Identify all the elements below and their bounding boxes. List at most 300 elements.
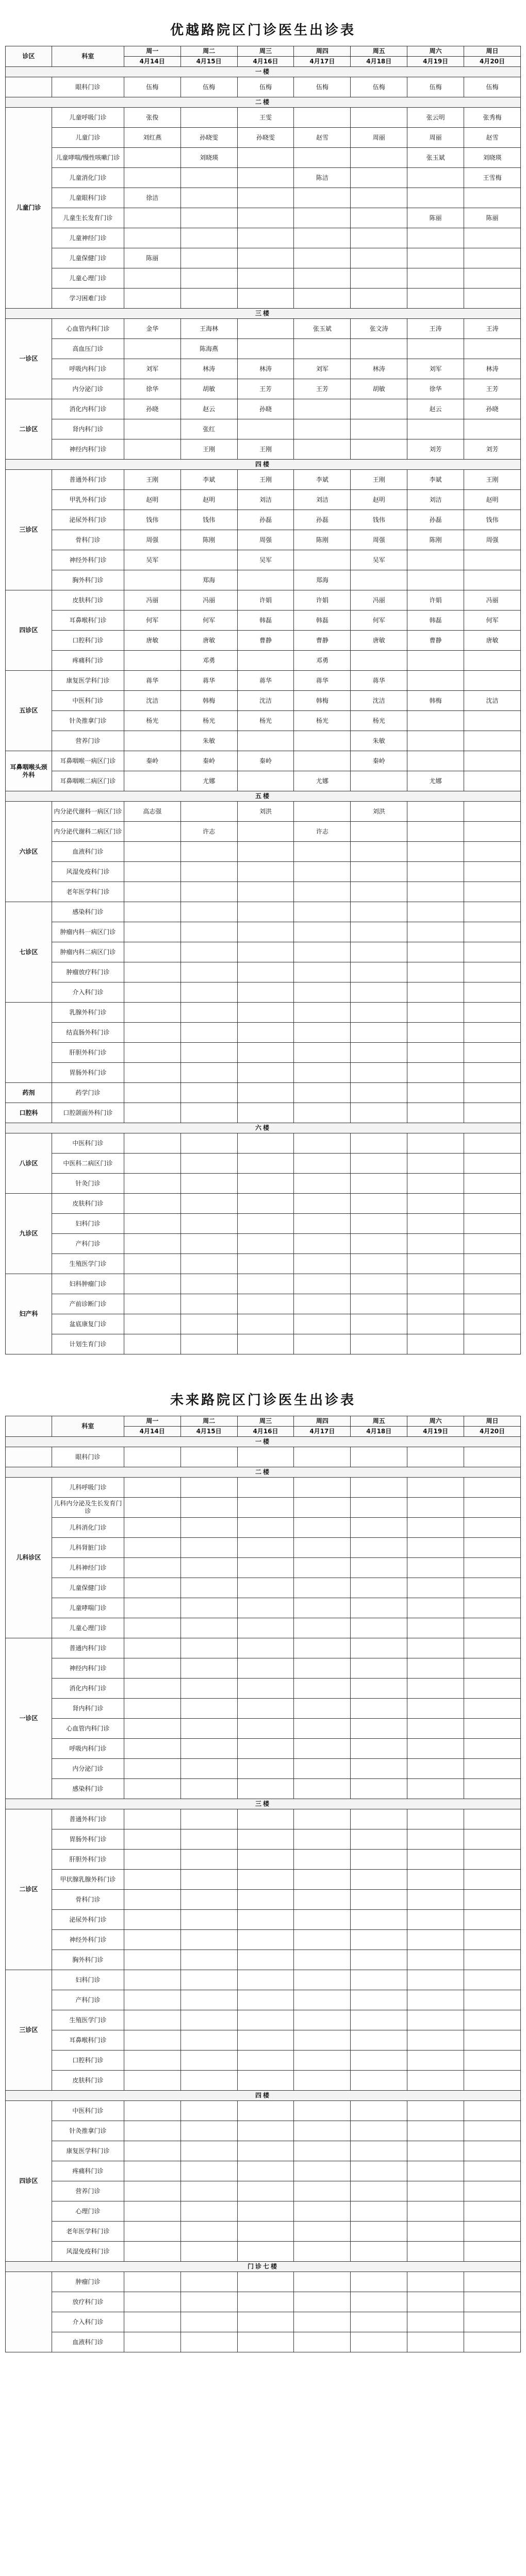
doctor-cell — [237, 1990, 294, 2010]
doctor-cell: 蒋华 — [351, 671, 407, 691]
doctor-cell — [180, 1254, 237, 1274]
doctor-cell — [351, 1498, 407, 1518]
doctor-cell — [407, 2292, 464, 2312]
doctor-cell — [464, 1214, 521, 1234]
doctor-cell — [237, 1598, 294, 1618]
schedule-row — [6, 1638, 521, 1658]
dept-cell: 普通外科门诊 — [52, 1809, 124, 1829]
dept-cell: 胸外科门诊 — [52, 570, 124, 590]
doctor-cell — [351, 1214, 407, 1234]
day-header-row — [6, 46, 521, 57]
doctor-cell: 何军 — [464, 611, 521, 631]
doctor-cell — [351, 339, 407, 359]
doctor-cell — [407, 2101, 464, 2121]
campus1-title: 优越路院区门诊医生出诊表 — [170, 23, 356, 38]
doctor-cell — [237, 1043, 294, 1063]
doctor-cell: 杨光 — [180, 711, 237, 731]
doctor-cell — [124, 2272, 180, 2292]
doctor-cell — [180, 208, 237, 228]
doctor-cell — [124, 148, 180, 168]
doctor-cell — [237, 208, 294, 228]
doctor-cell: 周丽 — [351, 128, 407, 148]
doctor-cell — [294, 1194, 351, 1214]
doctor-cell — [407, 1930, 464, 1950]
doctor-cell — [124, 942, 180, 962]
schedule-row — [6, 1447, 521, 1467]
doctor-cell — [237, 2332, 294, 2352]
doctor-cell — [294, 1274, 351, 1294]
doctor-cell — [180, 1829, 237, 1850]
doctor-cell — [294, 1829, 351, 1850]
dept-cell: 儿童哮喘门诊 — [52, 1598, 124, 1618]
doctor-cell — [124, 2332, 180, 2352]
doctor-cell: 刘洁 — [407, 490, 464, 510]
doctor-cell — [351, 1618, 407, 1638]
doctor-cell — [124, 1103, 180, 1123]
doctor-cell — [407, 2050, 464, 2071]
schedule-row — [6, 339, 521, 359]
doctor-cell — [294, 439, 351, 460]
dept-cell: 口腔科门诊 — [52, 2050, 124, 2071]
date-header: 4月20日 — [464, 57, 521, 67]
doctor-cell — [407, 1294, 464, 1314]
doctor-cell — [180, 2222, 237, 2242]
doctor-cell — [407, 1214, 464, 1234]
doctor-cell — [180, 1154, 237, 1174]
doctor-cell — [237, 1759, 294, 1779]
doctor-cell: 蒋华 — [124, 671, 180, 691]
doctor-cell — [407, 1083, 464, 1103]
schedule-row — [6, 731, 521, 751]
doctor-cell: 李斌 — [407, 470, 464, 490]
doctor-cell — [124, 570, 180, 590]
doctor-cell — [180, 1538, 237, 1558]
doctor-cell — [351, 2201, 407, 2222]
doctor-cell — [464, 1779, 521, 1799]
doctor-cell — [464, 1518, 521, 1538]
doctor-cell — [180, 168, 237, 188]
doctor-cell — [351, 2030, 407, 2050]
doctor-cell: 王涛 — [464, 319, 521, 339]
doctor-cell — [351, 651, 407, 671]
campus2-title: 未来路院区门诊医生出诊表 — [170, 1393, 356, 1408]
doctor-cell — [464, 1699, 521, 1719]
day-header: 周六 — [407, 1416, 464, 1427]
day-header: 周五 — [351, 1416, 407, 1427]
doctor-cell — [464, 1447, 521, 1467]
doctor-cell — [464, 842, 521, 862]
doctor-cell — [180, 942, 237, 962]
doctor-cell: 秦岭 — [180, 751, 237, 771]
doctor-cell — [294, 1214, 351, 1234]
doctor-cell: 朱敏 — [351, 731, 407, 751]
doctor-cell — [464, 268, 521, 289]
schedule-row — [6, 1809, 521, 1829]
doctor-cell — [407, 1679, 464, 1699]
dept-cell: 妇科门诊 — [52, 1970, 124, 1990]
doctor-cell: 王芳 — [294, 379, 351, 399]
doctor-cell — [294, 1043, 351, 1063]
doctor-cell — [237, 2181, 294, 2201]
doctor-cell — [464, 1274, 521, 1294]
schedule-row — [6, 1578, 521, 1598]
doctor-cell — [407, 2242, 464, 2262]
doctor-cell — [407, 711, 464, 731]
schedule-row — [6, 2292, 521, 2312]
schedule-row — [6, 228, 521, 248]
dept-cell: 内分泌代谢科一病区门诊 — [52, 802, 124, 822]
doctor-cell: 刘军 — [124, 359, 180, 379]
doctor-cell — [407, 1759, 464, 1779]
doctor-cell — [351, 902, 407, 922]
doctor-cell — [464, 942, 521, 962]
doctor-cell — [294, 1950, 351, 1970]
doctor-cell — [294, 2101, 351, 2121]
doctor-cell — [351, 1779, 407, 1799]
doctor-cell — [407, 942, 464, 962]
doctor-cell — [407, 1154, 464, 1174]
floor-row — [6, 2262, 521, 2272]
doctor-cell: 吴军 — [351, 550, 407, 570]
doctor-cell: 张红 — [180, 419, 237, 439]
doctor-cell — [237, 1103, 294, 1123]
doctor-cell — [180, 2101, 237, 2121]
dept-cell: 生殖医学门诊 — [52, 1254, 124, 1274]
doctor-cell — [351, 2141, 407, 2161]
doctor-cell — [464, 2030, 521, 2050]
doctor-cell — [294, 1498, 351, 1518]
doctor-cell — [180, 1294, 237, 1314]
area-cell — [6, 1003, 52, 1083]
doctor-cell — [180, 550, 237, 570]
doctor-cell — [351, 1478, 407, 1498]
doctor-cell — [294, 2201, 351, 2222]
schedule-row — [6, 2332, 521, 2352]
doctor-cell — [180, 1498, 237, 1518]
doctor-cell — [124, 1598, 180, 1618]
schedule-row — [6, 1103, 521, 1123]
doctor-cell — [464, 2222, 521, 2242]
doctor-cell: 张文涛 — [351, 319, 407, 339]
schedule-row — [6, 1558, 521, 1578]
doctor-cell — [464, 2312, 521, 2332]
doctor-cell — [180, 1739, 237, 1759]
schedule-row — [6, 490, 521, 510]
doctor-cell — [180, 1598, 237, 1618]
schedule-row — [6, 2181, 521, 2201]
doctor-cell — [180, 862, 237, 882]
floor-label: 二楼 — [6, 1467, 521, 1478]
dept-cell: 儿童心理门诊 — [52, 1618, 124, 1638]
doctor-cell — [407, 1829, 464, 1850]
doctor-cell — [464, 228, 521, 248]
doctor-cell — [407, 1809, 464, 1829]
dept-cell: 感染科门诊 — [52, 902, 124, 922]
doctor-cell: 韩磊 — [237, 611, 294, 631]
doctor-cell — [124, 1809, 180, 1829]
doctor-cell — [124, 1194, 180, 1214]
day-header: 周四 — [294, 1416, 351, 1427]
doctor-cell — [464, 2272, 521, 2292]
doctor-cell: 赵雪 — [294, 128, 351, 148]
doctor-cell — [294, 2222, 351, 2242]
area-cell: 八诊区 — [6, 1133, 52, 1194]
doctor-cell — [294, 1538, 351, 1558]
schedule-row — [6, 2050, 521, 2071]
doctor-cell — [180, 1558, 237, 1578]
doctor-cell — [124, 842, 180, 862]
doctor-cell: 赵雪 — [464, 128, 521, 148]
doctor-cell — [180, 1103, 237, 1123]
doctor-cell — [124, 1870, 180, 1890]
doctor-cell: 张俊 — [124, 108, 180, 128]
doctor-cell — [351, 842, 407, 862]
doctor-cell — [180, 1518, 237, 1538]
doctor-cell — [407, 1850, 464, 1870]
schedule-row — [6, 2222, 521, 2242]
doctor-cell: 蒋华 — [294, 671, 351, 691]
doctor-cell: 许娟 — [237, 590, 294, 611]
dept-cell: 胃肠外科门诊 — [52, 1829, 124, 1850]
dept-cell: 呼吸内科门诊 — [52, 359, 124, 379]
dept-cell: 耳鼻喉科门诊 — [52, 611, 124, 631]
doctor-cell — [180, 248, 237, 268]
doctor-cell — [407, 962, 464, 982]
doctor-cell — [294, 1910, 351, 1930]
doctor-cell: 伍梅 — [180, 77, 237, 97]
doctor-cell — [294, 1023, 351, 1043]
doctor-cell — [464, 982, 521, 1003]
doctor-cell — [124, 1083, 180, 1103]
doctor-cell: 沈洁 — [351, 691, 407, 711]
doctor-cell — [351, 1334, 407, 1354]
doctor-cell — [180, 1274, 237, 1294]
doctor-cell — [237, 1154, 294, 1174]
schedule-row — [6, 691, 521, 711]
doctor-cell — [464, 651, 521, 671]
doctor-cell — [294, 1478, 351, 1498]
doctor-cell — [351, 1850, 407, 1870]
doctor-cell — [294, 1719, 351, 1739]
doctor-cell — [294, 1083, 351, 1103]
doctor-cell — [124, 1829, 180, 1850]
doctor-cell — [464, 1154, 521, 1174]
doctor-cell: 沈洁 — [464, 691, 521, 711]
doctor-cell — [464, 2141, 521, 2161]
doctor-cell — [124, 208, 180, 228]
dept-cell: 介入科门诊 — [52, 2312, 124, 2332]
floor-row — [6, 791, 521, 802]
doctor-cell — [407, 1103, 464, 1123]
doctor-cell — [407, 268, 464, 289]
doctor-cell — [464, 671, 521, 691]
schedule-row — [6, 359, 521, 379]
doctor-cell — [237, 1910, 294, 1930]
doctor-cell: 刘洁 — [237, 490, 294, 510]
doctor-cell — [180, 802, 237, 822]
doctor-cell — [237, 1719, 294, 1739]
doctor-cell: 郑海 — [294, 570, 351, 590]
doctor-cell — [464, 1638, 521, 1658]
doctor-cell: 吴军 — [237, 550, 294, 570]
doctor-cell — [237, 1447, 294, 1467]
doctor-cell — [237, 1618, 294, 1638]
area-cell: 儿科诊区 — [6, 1478, 52, 1638]
doctor-cell — [464, 2242, 521, 2262]
doctor-cell — [351, 2121, 407, 2141]
doctor-cell — [294, 1779, 351, 1799]
doctor-cell — [124, 339, 180, 359]
doctor-cell — [351, 289, 407, 309]
doctor-cell — [180, 1850, 237, 1870]
doctor-cell: 伍梅 — [294, 77, 351, 97]
doctor-cell — [407, 1638, 464, 1658]
doctor-cell — [464, 1739, 521, 1759]
doctor-cell — [237, 2141, 294, 2161]
doctor-cell — [237, 1890, 294, 1910]
doctor-cell — [294, 882, 351, 902]
schedule-row — [6, 1658, 521, 1679]
doctor-cell — [407, 570, 464, 590]
dept-cell: 介入科门诊 — [52, 982, 124, 1003]
doctor-cell — [237, 1254, 294, 1274]
doctor-cell — [294, 1518, 351, 1538]
doctor-cell — [407, 842, 464, 862]
doctor-cell — [464, 570, 521, 590]
doctor-cell: 唐敏 — [124, 631, 180, 651]
schedule-row — [6, 751, 521, 771]
doctor-cell — [464, 1294, 521, 1314]
floor-row — [6, 1123, 521, 1133]
doctor-cell — [237, 962, 294, 982]
doctor-cell — [464, 771, 521, 791]
doctor-cell — [294, 922, 351, 942]
doctor-cell — [124, 1970, 180, 1990]
doctor-cell: 林涛 — [237, 359, 294, 379]
doctor-cell — [294, 1314, 351, 1334]
doctor-cell — [237, 2121, 294, 2141]
schedule-row — [6, 1063, 521, 1083]
doctor-cell — [294, 1890, 351, 1910]
doctor-cell: 伍梅 — [407, 77, 464, 97]
doctor-cell — [124, 1023, 180, 1043]
schedule-row — [6, 2030, 521, 2050]
doctor-cell — [124, 1003, 180, 1023]
doctor-cell — [294, 2050, 351, 2071]
campus2-schedule-table — [5, 1416, 521, 2352]
doctor-cell — [294, 1618, 351, 1638]
dept-cell: 疼痛科门诊 — [52, 2161, 124, 2181]
dept-header: 科室 — [52, 1416, 124, 1437]
dept-cell: 肾内科门诊 — [52, 1699, 124, 1719]
doctor-cell: 许娟 — [294, 590, 351, 611]
date-header: 4月16日 — [237, 57, 294, 67]
doctor-cell — [407, 1598, 464, 1618]
doctor-cell — [180, 1719, 237, 1739]
doctor-cell: 杨光 — [237, 711, 294, 731]
schedule-row — [6, 671, 521, 691]
schedule-row — [6, 2141, 521, 2161]
doctor-cell — [237, 2050, 294, 2071]
doctor-cell — [407, 228, 464, 248]
doctor-cell — [124, 2141, 180, 2161]
doctor-cell — [180, 289, 237, 309]
doctor-cell — [294, 2141, 351, 2161]
doctor-cell — [180, 1194, 237, 1214]
doctor-cell — [237, 268, 294, 289]
doctor-cell: 陈刚 — [294, 530, 351, 550]
schedule-row — [6, 1829, 521, 1850]
doctor-cell: 韩梅 — [180, 691, 237, 711]
doctor-cell — [464, 1890, 521, 1910]
doctor-cell — [180, 1334, 237, 1354]
doctor-cell — [294, 2181, 351, 2201]
doctor-cell — [351, 1538, 407, 1558]
doctor-cell — [407, 2272, 464, 2292]
doctor-cell — [407, 902, 464, 922]
schedule-row — [6, 1890, 521, 1910]
doctor-cell: 王雯 — [237, 108, 294, 128]
schedule-row — [6, 188, 521, 208]
schedule-row — [6, 289, 521, 309]
campus1-body — [6, 67, 521, 1354]
doctor-cell — [237, 1063, 294, 1083]
doctor-cell — [124, 419, 180, 439]
doctor-cell — [180, 2161, 237, 2181]
doctor-cell — [351, 2222, 407, 2242]
doctor-cell: 林涛 — [180, 359, 237, 379]
dept-cell: 口腔科门诊 — [52, 631, 124, 651]
doctor-cell — [180, 2121, 237, 2141]
dept-cell: 康复医学科门诊 — [52, 2141, 124, 2161]
dept-cell: 骨科门诊 — [52, 1890, 124, 1910]
doctor-cell — [407, 1314, 464, 1334]
doctor-cell — [237, 1083, 294, 1103]
dept-cell: 骨科门诊 — [52, 530, 124, 550]
doctor-cell — [464, 1950, 521, 1970]
doctor-cell: 赵明 — [124, 490, 180, 510]
dept-cell: 胃肠外科门诊 — [52, 1063, 124, 1083]
doctor-cell — [237, 882, 294, 902]
doctor-cell — [464, 2292, 521, 2312]
floor-row — [6, 1467, 521, 1478]
doctor-cell: 陈丽 — [124, 248, 180, 268]
doctor-cell — [464, 289, 521, 309]
dept-cell: 普通外科门诊 — [52, 470, 124, 490]
doctor-cell — [294, 1447, 351, 1467]
doctor-cell — [124, 2010, 180, 2030]
doctor-cell — [351, 188, 407, 208]
doctor-cell — [180, 1870, 237, 1890]
doctor-cell — [124, 2030, 180, 2050]
doctor-cell: 吴军 — [124, 550, 180, 570]
doctor-cell — [407, 1990, 464, 2010]
doctor-cell — [180, 1043, 237, 1063]
doctor-cell: 赵云 — [180, 399, 237, 419]
doctor-cell — [351, 268, 407, 289]
doctor-cell — [294, 1809, 351, 1829]
doctor-cell — [124, 1154, 180, 1174]
doctor-cell — [294, 1850, 351, 1870]
doctor-cell — [124, 822, 180, 842]
doctor-cell — [407, 1870, 464, 1890]
schedule-row — [6, 1194, 521, 1214]
doctor-cell — [294, 1558, 351, 1578]
doctor-cell: 孙晓 — [124, 399, 180, 419]
doctor-cell — [124, 1779, 180, 1799]
doctor-cell — [294, 248, 351, 268]
doctor-cell — [237, 1779, 294, 1799]
